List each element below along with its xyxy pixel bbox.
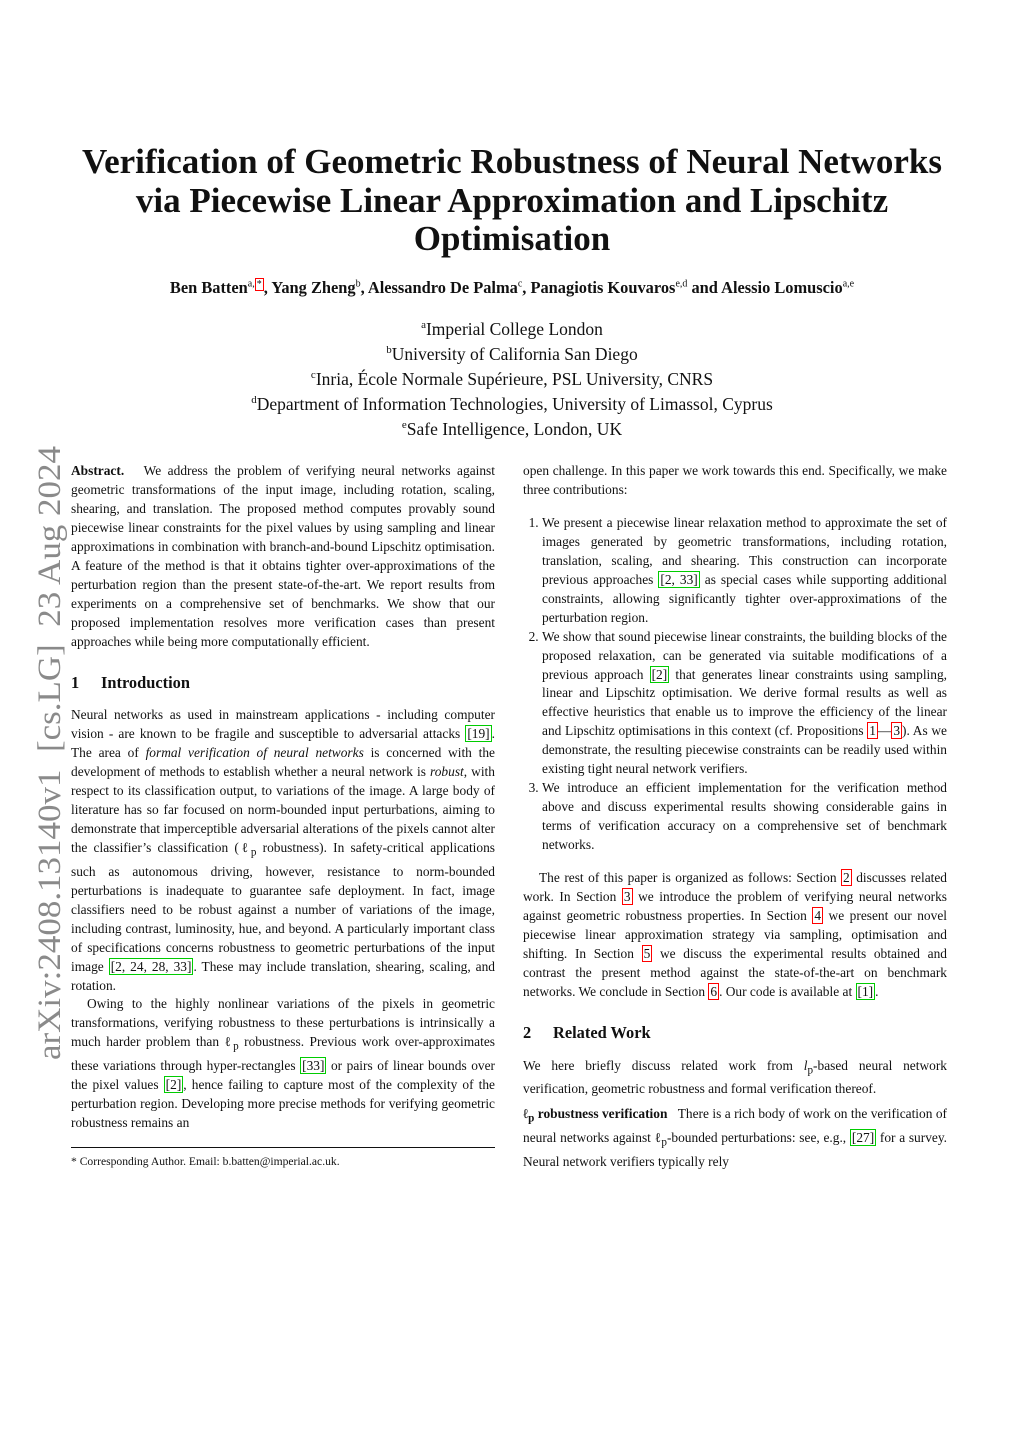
intro-paragraph-2: Owing to the highly nonlinear variations of the pixels in geometric transformations, verifying robustness to these perturbations is intrinsically a much harder problem than ℓ$_p$ robustness. Previous work over-approximates these variations through hyper-rectangles [33] or pairs of linear bounds over the pixel values [2] , hence failing to capture most of the complexity of the perturbation region. Developing more precise methods for verifying geometric robustness remains an [71,996,495,1130]
affiliation: $^e$Safe Intelligence, London, UK [401,418,623,439]
list-item: 2. We show that sound piecewise linear constraints, the building blocks of the proposed relaxation, can be generated via suitable modifications of a previous approach [2] that generates linear constraints using sampling, linear and Lipschitz optimisation. We derive formal results as well as effective heuristics that enable us to improve the efficiency of the linear and Lipschitz optimisations in this context (cf. Propositions 1 — 3 ). As we demonstrate, the resulting piecewise constraints can be readily used within existing tight neural network verifiers. [542,628,947,780]
right-column [523,462,947,1171]
paper-title [60,143,964,259]
paragraph-heading: ℓ$_p$ robustness verification [523,1106,668,1125]
author-list [40,278,984,298]
citation-link[interactable]: [2, 33] [660,571,698,587]
abstract-text: We address the problem of verifying neural networks against geometric transformations of the input image, including rotation, scaling, shearing, and translation. The proposed method computes provably sound piecewise linear constraints for the pixel values by using sampling and linear approximations in combination with branch-and-bound Lipschitz optimisation. A feature of the method is that it obtains tighter over-approximations of the perturbation region than the present state-of-the-art. We report results from experiments on a comprehensive set of benchmarks. We show that our proposed implementation resolves more verification cases than present approaches while being more computationally efficient. [71,463,495,649]
citation-link[interactable]: [2] [651,666,668,682]
footnote: * Corresponding Author. Email: b.batten@imperial.ac.uk. [71,1154,340,1168]
lp-verification-paragraph: ℓ$_p$ robustness verification There is a rich body of work on the verification of neural networks against ℓ$_p$-bounded perturbations: see, e.g., [27] for a survey. Neural network verifiers typically rely [523,1106,948,1169]
affiliation: $^b$University of California San Diego [386,343,638,364]
section-heading-related-work: 2 Related Work [523,1022,651,1042]
related-work-paragraph: We here briefly discuss related work from $l_p$-based neural network verification, geometric robustness and formal verification thereof. [523,1057,947,1097]
author-3-affil: c [517,278,523,290]
left-column [71,462,495,1170]
author-2: , Yang Zheng [263,278,356,297]
list-item: 3. We introduce an efficient implementation for the verification method above and discuss experimental results showing considerable gains in terms of verification accuracy on a comprehensive set of benchmark networks. [542,779,947,855]
arxiv-stamp [16,444,76,1060]
author-2-affil: b [355,278,361,290]
outline-paragraph: The rest of this paper is organized as follows: Section 2 discusses related work. In Section 3 we introduce the problem of verifying neural networks against geometric robustness properties. In Section 4 we present our novel piecewise linear approximation strategy via sampling, optimisation and shifting. In Section 5 we discuss the experimental results obtained and contrast the present method against the state-of-the-art on benchmark networks. We conclude in Section 6 . Our code is available at [1] . [523,870,948,999]
citation-link[interactable]: [1] [857,983,874,999]
citation-link[interactable]: [2, 24, 28, 33] [110,958,192,974]
citation-link[interactable]: [19] [467,726,490,742]
affiliation: $^a$Imperial College London [421,318,603,339]
arxiv-id-text: arXiv:2408.13140v1 [cs.LG] 23 Aug 2024 [32,480,68,1060]
author-5: and Alessio Lomuscio [687,278,843,297]
citation-link[interactable]: [27] [851,1129,875,1145]
list-item: 1. We present a piecewise linear relaxation method to approximate the set of images generated by geometric transformations, including rotation, translation, scaling, and shearing. This construction can incorporate previous approaches [2, 33] as special cases while supporting additional constraints, allowing significantly tighter over-approximations of the perturbation region. [542,514,947,628]
section-heading-introduction: 1 Introduction [71,672,190,692]
citation-link[interactable]: [2] [165,1076,182,1092]
abstract [71,462,495,652]
author-5-affil: a,e [842,278,855,290]
proposition-link[interactable]: 1 [869,723,876,739]
affiliation-list [140,315,884,440]
author-3: , Alessandro De Palma [360,278,518,297]
citation-link[interactable]: [33] [302,1057,325,1073]
author-4-affil: e,d [675,278,688,290]
author-1-affil: a, * [247,278,262,290]
intro-paragraph-1: Neural networks as used in mainstream applications - including computer vision - are known to be fragile and susceptible to adversarial attacks [19] . The area of formal verification of neural networks is concerned with the development of methods to establish whether a neural network is robust, with respect to its classification output, to variations of the image. A large body of literature has so far focused on norm-bounded input perturbations, aiming to demonstrate that imperceptible adversarial alterations of the pixels cannot alter the classifier’s classification (ℓ$_p$ robustness). In safety-critical applications such as autonomous driving, however, resistance to norm-bounded perturbations is inadequate to guarantee safe deployment. In fact, image classifiers need to be robust against a number of variations of the image, including contrast, luminosity, hue, and beyond. A particularly important class of specifications concerns robustness to geometric perturbations of the input image [2, 24, 28, 33] . These may include translation, shearing, scaling, and rotation. [71,707,495,993]
affiliation: $^d$Department of Information Technologies, University of Limassol, Cyprus [251,393,773,414]
corresponding-author-link[interactable]: * [256,278,262,290]
abstract-label: Abstract. [71,463,125,478]
affiliation: $^c$Inria, École Normale Supérieure, PSL University, CNRS [310,368,714,389]
contribution-list [523,514,947,855]
title-line-2: via Piecewise Linear Approximation and Lipschitz [135,180,889,220]
section-link[interactable]: 4 [814,907,822,923]
author-4: , Panagiotis Kouvaros [522,278,676,297]
section-link[interactable]: 2 [843,870,850,886]
proposition-link[interactable]: 3 [893,723,901,739]
section-link[interactable]: 6 [710,983,718,999]
intro-paragraph-3: open challenge. In this paper we work towards this end. Specifically, we make three contributions: [523,463,947,497]
footnote-divider [71,1147,495,1148]
title-line-1: Verification of Geometric Robustness of Neural Networks [82,142,942,181]
author-1: Ben Batten [169,278,248,297]
section-link[interactable]: 5 [643,945,651,961]
section-link[interactable]: 3 [623,889,631,905]
title-line-3: Optimisation [413,219,611,258]
